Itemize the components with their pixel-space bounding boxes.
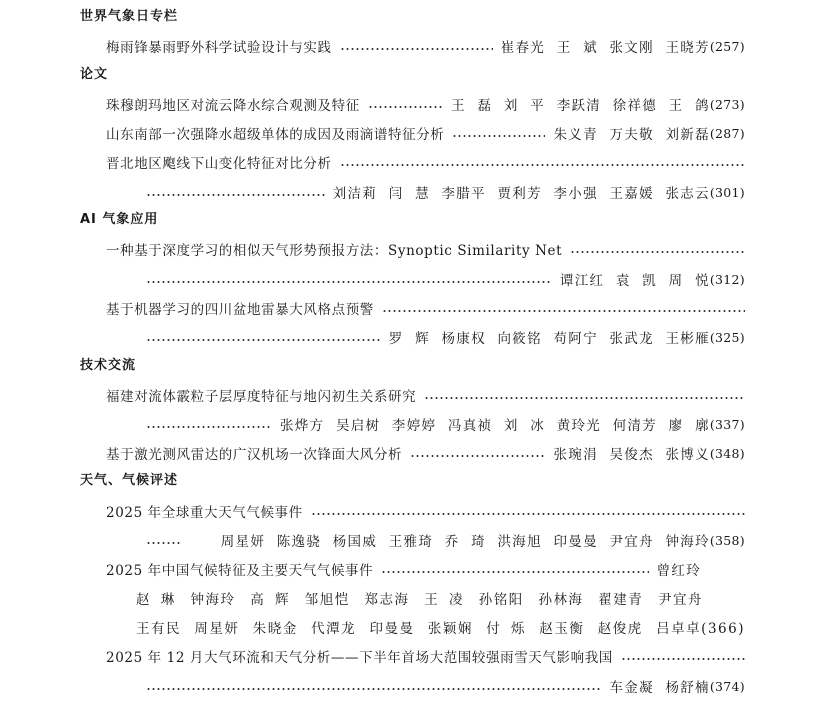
author-name: 王 凌 [424, 592, 465, 608]
entry-first-author: 曾红玲 [656, 563, 701, 579]
author-name: 王有民 [136, 621, 181, 637]
leader-dots [311, 513, 745, 515]
section-heading-technical-exchange: 技术交流 [80, 358, 137, 373]
leader-dots [340, 164, 745, 166]
leader-dots [368, 106, 443, 108]
entry-page: (337) [709, 416, 745, 432]
toc-entry-3[interactable] [106, 121, 745, 145]
toc-entry-5-title-line[interactable] [106, 237, 745, 261]
author-name: 周星妍 [194, 621, 240, 637]
toc-entry-8[interactable] [106, 441, 745, 465]
author-name: 印曼曼 [369, 621, 415, 637]
toc-entry-9-title-line[interactable] [106, 499, 745, 523]
entry-page: (273) [709, 96, 745, 112]
leader-dots [452, 135, 545, 137]
entry-title: 基于机器学习的四川盆地雷暴大风格点预警 [106, 302, 374, 318]
leader-dots [146, 339, 381, 341]
entry-title: 珠穆朗玛地区对流云降水综合观测及特征 [106, 98, 360, 114]
leader-dots [146, 194, 325, 196]
toc-entry-6-title-line[interactable] [106, 296, 745, 320]
author-name: 孙林海 [538, 592, 584, 608]
leader-dots [382, 310, 745, 312]
toc-entry-7-title-line[interactable] [106, 383, 745, 407]
leader-dots [340, 48, 493, 50]
section-heading-papers: 论文 [80, 67, 109, 82]
entry-authors: 朱义青 万夫敬 刘新磊 [553, 127, 710, 143]
author-name: 邹旭恺 [304, 592, 350, 608]
entry-page: (257) [709, 38, 745, 54]
author-name: 付 烁 [486, 621, 527, 637]
author-name: 钟海玲 [190, 592, 236, 608]
entry-title: 福建对流体霰粒子层厚度特征与地闪初生关系研究 [106, 389, 417, 405]
leader-dots [146, 426, 272, 428]
entry-authors: 谭江红 袁 凯 周 悦 [559, 273, 710, 289]
entry-title: 2025 年中国气候特征及主要天气气候事件 [106, 563, 374, 579]
entry-title: 梅雨锋暴雨野外科学试验设计与实践 [106, 40, 332, 56]
section-heading-weather-climate-review: 天气、气候评述 [80, 473, 179, 488]
entry-authors: 刘洁莉 闫 慧 李腊平 贾利芳 李小强 王嘉媛 张志云 [332, 186, 710, 202]
toc-entry-11-author-line[interactable] [146, 674, 745, 698]
toc-entry-9-author-line[interactable] [146, 528, 745, 552]
entry-title: 晋北地区飑线下山变化特征对比分析 [106, 156, 332, 172]
leader-dots [146, 542, 182, 544]
entry-page: (312) [709, 271, 745, 287]
entry-page: (325) [709, 329, 745, 345]
toc-entry-10-title-line[interactable] [106, 557, 745, 581]
toc-entry-6-author-line[interactable] [146, 325, 745, 349]
entry-title: 2025 年 12 月大气环流和天气分析——下半年首场大范围较强雨雪天气影响我国 [106, 650, 613, 666]
leader-dots [146, 688, 601, 690]
entry-authors: 周星妍 陈逸骁 杨国威 王雅琦 乔 琦 洪海旭 印曼曼 尹宜舟 钟海玲 [220, 534, 710, 550]
entry-page: (348) [709, 445, 745, 461]
entry-page: (374) [709, 678, 745, 694]
entry-title: 基于激光测风雷达的广汉机场一次锋面大风分析 [106, 447, 403, 463]
toc-entry-4-title-line[interactable] [106, 150, 745, 174]
entry-authors: 张烨方 吴启树 李婷婷 冯真祯 刘 冰 黄玲光 何清芳 廖 廓 [279, 418, 710, 434]
leader-dots [621, 658, 745, 660]
section-heading-ai-applications: AI 气象应用 [80, 212, 159, 227]
author-name: 郑志海 [364, 592, 410, 608]
leader-dots [424, 397, 745, 399]
toc-entry-10-author-row-2[interactable] [136, 586, 745, 610]
entry-title: 山东南部一次强降水超级单体的成因及雨滴谱特征分析 [106, 127, 445, 143]
toc-entry-5-author-line[interactable] [146, 267, 745, 291]
entry-authors: 张琬涓 吴俊杰 张博义 [553, 447, 710, 463]
author-name-with-page: 吕卓卓(366) [656, 621, 745, 637]
toc-entry-4-author-line[interactable] [146, 180, 745, 204]
leader-dots [570, 251, 745, 253]
author-name: 孙铭阳 [478, 592, 524, 608]
section-heading-world-meteorological-day: 世界气象日专栏 [80, 9, 179, 24]
toc-entry-2[interactable] [106, 92, 745, 116]
entry-title: 一种基于深度学习的相似天气形势预报方法：Synoptic Similarity Net [106, 243, 563, 259]
toc-entry-1[interactable] [106, 34, 745, 58]
toc-entry-7-author-line[interactable] [146, 412, 745, 436]
author-name: 尹宜舟 [658, 592, 703, 608]
entry-authors: 崔春光 王 斌 张文刚 王晓芳 [500, 40, 710, 56]
author-name: 翟建青 [598, 592, 644, 608]
toc-entry-10-author-row-3[interactable] [136, 615, 745, 639]
entry-page: (287) [709, 125, 745, 141]
author-name: 代潭龙 [311, 621, 357, 637]
entry-page: (358) [709, 532, 745, 548]
toc-entry-11-title-line[interactable] [106, 644, 745, 668]
leader-dots [381, 571, 648, 573]
leader-dots [146, 281, 552, 283]
author-name: 朱晓金 [252, 621, 298, 637]
author-name: 张颖娴 [427, 621, 473, 637]
author-name: 赵 琳 [136, 592, 176, 608]
leader-dots [410, 455, 545, 457]
author-name: 赵俊虎 [597, 621, 643, 637]
entry-authors: 车金凝 杨舒楠 [609, 680, 710, 696]
entry-authors: 王 磊 刘 平 李跃清 徐祥德 王 鸽 [451, 98, 710, 114]
entry-authors: 罗 辉 杨康权 向筱铭 苟阿宁 张武龙 王彬雁 [388, 331, 710, 347]
author-name: 高 辉 [250, 592, 291, 608]
author-name: 赵玉衡 [539, 621, 585, 637]
entry-title: 2025 年全球重大天气气候事件 [106, 505, 303, 521]
entry-page: (301) [709, 184, 745, 200]
